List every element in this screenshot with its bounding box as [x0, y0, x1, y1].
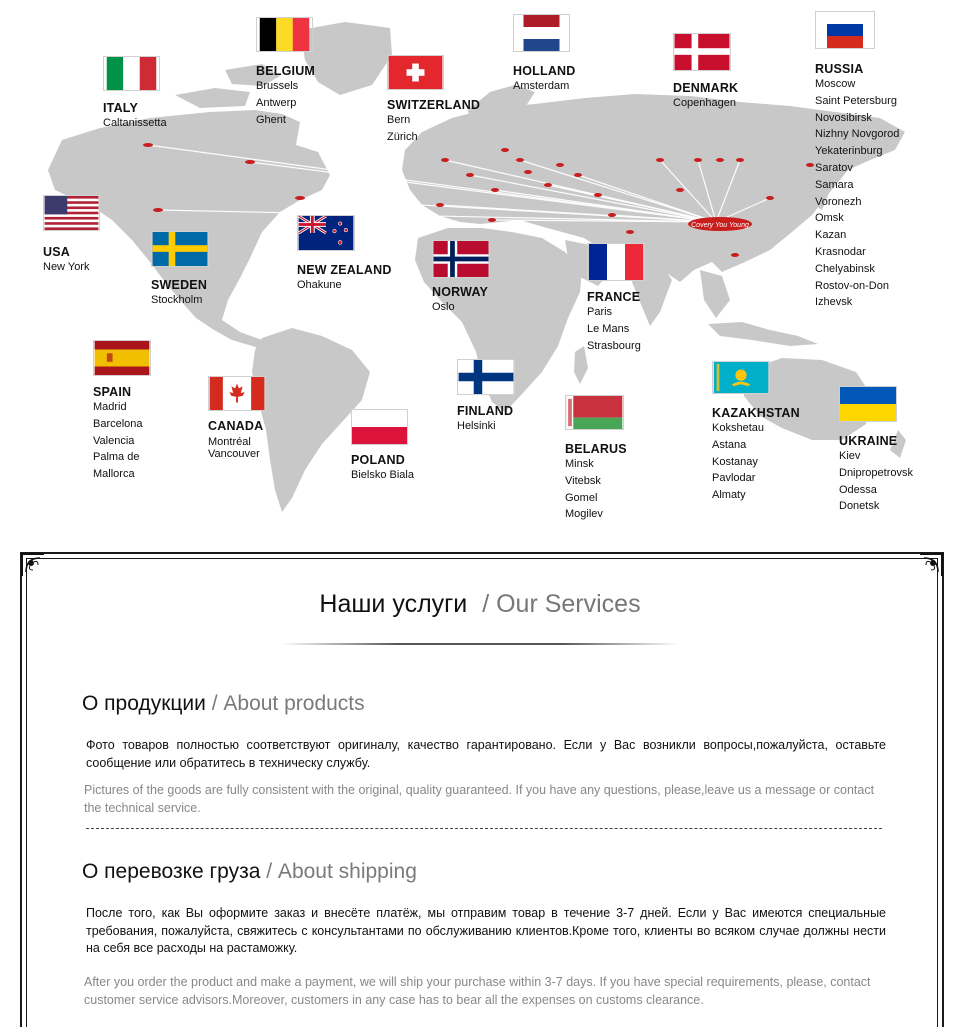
city: Amsterdam — [513, 80, 570, 92]
corner-ornament-icon — [918, 552, 944, 578]
city: Rostov-on-Don — [815, 279, 889, 292]
flag-new-zealand — [297, 215, 355, 251]
country-italy — [103, 56, 167, 132]
flag-poland — [351, 409, 408, 445]
city: Kokshetau — [712, 422, 764, 434]
city: Pavlodar — [712, 472, 756, 485]
city: Bielsko Biala — [351, 469, 414, 481]
country-russia — [815, 11, 899, 311]
country-belgium — [256, 17, 315, 128]
country-switzerland — [387, 55, 480, 146]
city: Donetsk — [839, 500, 880, 513]
country-name: UKRAINE — [839, 434, 898, 448]
city: Helsinki — [457, 420, 496, 432]
country-name: SWITZERLAND — [387, 98, 481, 112]
country-name: SWEDEN — [151, 278, 208, 292]
city: Voronezh — [815, 195, 862, 208]
country-name: BELGIUM — [256, 64, 316, 78]
country-name: CANADA — [208, 419, 264, 433]
city: Barcelona — [93, 417, 143, 430]
country-name: HOLLAND — [513, 64, 576, 78]
city: Kiev — [839, 450, 861, 462]
city: Madrid — [93, 401, 127, 413]
city: Odessa — [839, 483, 877, 496]
city: Gomel — [565, 491, 598, 504]
city: Krasnodar — [815, 245, 866, 258]
country-spain — [93, 340, 151, 483]
section-divider — [86, 828, 882, 829]
flag-norway — [432, 240, 490, 278]
city: Dnipropetrovsk — [839, 466, 913, 479]
corner-ornament-icon — [20, 552, 46, 578]
flag-france — [587, 243, 645, 281]
shipping-heading-ru: О перевозке груза — [82, 860, 261, 883]
flag-switzerland — [387, 55, 444, 90]
flag-denmark — [673, 33, 731, 71]
country-name: FINLAND — [457, 404, 514, 418]
flag-canada — [208, 376, 266, 411]
products-heading-ru: О продукции — [82, 692, 206, 715]
country-ukraine — [839, 386, 913, 515]
services-title-ru: Наши услуги — [319, 590, 468, 618]
products-text-en: Pictures of the goods are fully consistent with the original, quality guaranteed. If you have any questions, please,leave us a message or contact the technical service. — [84, 783, 875, 815]
city: Kazan — [815, 229, 847, 242]
city: Valencia — [93, 434, 135, 447]
country-name: ITALY — [103, 101, 139, 115]
city: Strasbourg — [587, 339, 641, 352]
city: Antwerp — [256, 96, 297, 109]
city: Zürich — [387, 130, 418, 143]
country-name: NORWAY — [432, 285, 489, 299]
city: Omsk — [815, 212, 844, 225]
city: Moscow — [815, 78, 856, 90]
country-name: BELARUS — [565, 442, 627, 456]
city: Saratov — [815, 161, 853, 174]
country-name: USA — [43, 245, 70, 259]
city: Izhevsk — [815, 296, 853, 309]
flag-finland — [457, 359, 515, 395]
country-name: KAZAKHSTAN — [712, 406, 800, 420]
hub-label: Covery You Young — [691, 222, 749, 229]
flag-sweden — [151, 231, 209, 267]
city: Minsk — [565, 458, 594, 470]
flag-kazakhstan — [712, 361, 770, 394]
flag-belarus — [565, 395, 624, 430]
city: Ghent — [256, 113, 286, 126]
city: Brussels — [256, 80, 299, 92]
shipping-heading — [82, 860, 417, 884]
flag-holland — [513, 14, 570, 52]
title-underline — [280, 643, 680, 645]
flag-usa — [43, 195, 100, 231]
country-kazakhstan — [712, 361, 800, 504]
services-title — [0, 590, 960, 619]
hub-marker — [688, 217, 752, 231]
country-poland — [351, 409, 414, 484]
city: New York — [43, 261, 90, 273]
city: Oslo — [432, 301, 455, 313]
city: Mallorca — [93, 468, 135, 481]
country-name: DENMARK — [673, 81, 739, 95]
city: Yekaterinburg — [815, 145, 883, 158]
products-heading — [82, 692, 365, 716]
country-holland — [513, 14, 576, 95]
city: Almaty — [712, 489, 746, 502]
city: Vitebsk — [565, 474, 601, 487]
city: Bern — [387, 114, 411, 126]
country-name: SPAIN — [93, 385, 132, 399]
city: Kostanay — [712, 455, 758, 468]
country-france — [587, 243, 645, 354]
city: Stockholm — [151, 294, 203, 306]
services-title-en: / Our Services — [482, 590, 641, 618]
city: Copenhagen — [673, 97, 737, 109]
country-finland — [457, 359, 515, 435]
country-name: FRANCE — [587, 290, 641, 304]
country-name: RUSSIA — [815, 62, 864, 76]
flag-italy — [103, 56, 160, 91]
city: Caltanissetta — [103, 117, 167, 129]
products-heading-en: / About products — [211, 692, 365, 715]
flag-russia — [815, 11, 875, 49]
country-belarus — [565, 395, 627, 523]
shipping-heading-en: / About shipping — [266, 860, 417, 883]
country-denmark — [673, 33, 738, 112]
flag-spain — [93, 340, 151, 376]
city: Paris — [587, 306, 613, 318]
country-name: POLAND — [351, 453, 405, 467]
flag-ukraine — [839, 386, 897, 422]
country-norway — [432, 240, 490, 316]
city: Nizhny Novgorod — [815, 128, 900, 141]
shipping-text-en: After you order the product and make a payment, we will ship your purchase within 3-7 days. If you have special requirements, please, contact customer service advisors.Moreover, customers in any case has to bear all the expenses on customs clearance. — [84, 975, 871, 1007]
country-sweden — [151, 231, 209, 309]
shipping-text-ru: После того, как Вы оформите заказ и внесёте платёж, мы отправим товар в течение 3-7 дней. Если у Вас имеются специальные требования, пожалуйста, свяжитесь с консультантами по обслуживанию клиентов.Кроме того, клиенты во всяком случае должны нести на себя все расходы на растаможку. — [86, 906, 886, 955]
flag-belgium — [256, 17, 313, 52]
country-new-zealand — [297, 215, 392, 294]
city: Le Mans — [587, 322, 630, 335]
city: Astana — [712, 438, 747, 451]
city: Montréal — [208, 436, 251, 448]
city: Palma de — [93, 451, 140, 464]
city: Mogilev — [565, 508, 603, 521]
city: Samara — [815, 178, 854, 191]
city: Chelyabinsk — [815, 262, 875, 275]
country-name: NEW ZEALAND — [297, 263, 392, 277]
city: Ohakune — [297, 279, 342, 291]
city: Saint Petersburg — [815, 94, 897, 107]
country-canada — [208, 376, 266, 460]
products-text-ru: Фото товаров полностью соответствуют оригиналу, качество гарантировано. Если у Вас возникли вопросы,пожалуйста, оставьте сообщение или обратитесь в техническу службу. — [86, 738, 886, 770]
city: Vancouver — [208, 448, 260, 460]
city: Novosibirsk — [815, 111, 872, 124]
country-usa — [43, 195, 100, 276]
